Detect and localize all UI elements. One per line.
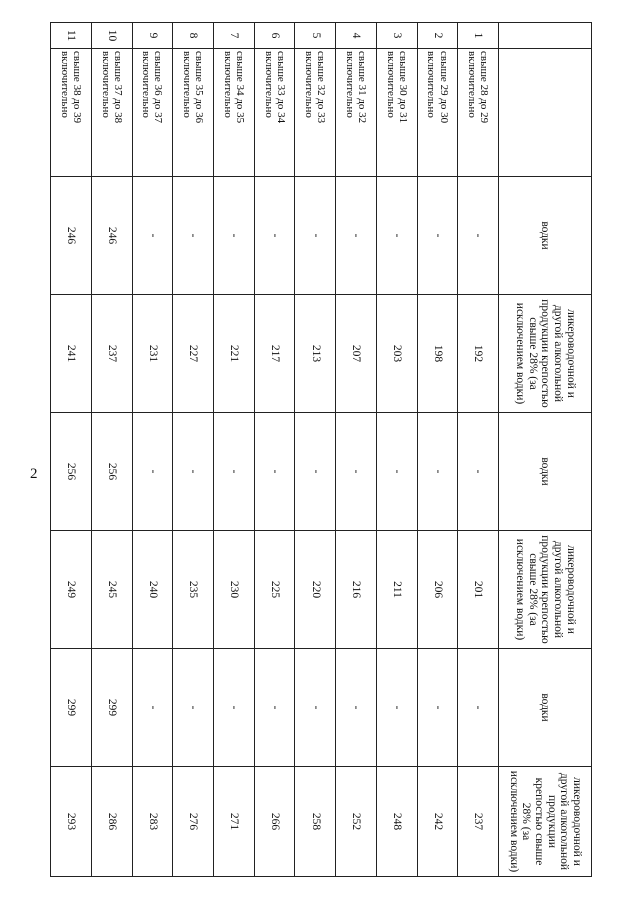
vodka-value: - — [132, 413, 173, 531]
vodka-value: - — [336, 177, 377, 295]
vodka-value: 256 — [51, 413, 92, 531]
table-row — [213, 23, 254, 877]
liqueur-value: 217 — [254, 295, 295, 413]
liqueur-value: 213 — [295, 295, 336, 413]
row-range: свыше 29 до 30 включительно — [417, 49, 458, 177]
row-range: свыше 28 до 29 включительно — [458, 49, 499, 177]
table-row — [132, 23, 173, 877]
header-vodka-3: водки — [499, 649, 592, 767]
row-number: 10 — [91, 23, 132, 49]
liqueur-value: 231 — [132, 295, 173, 413]
vodka-value: - — [295, 177, 336, 295]
vodka-value: - — [173, 177, 214, 295]
header-num-cell — [499, 23, 592, 49]
vodka-value: - — [458, 177, 499, 295]
vodka-value: - — [213, 413, 254, 531]
vodka-value: - — [417, 413, 458, 531]
liqueur-value: 207 — [336, 295, 377, 413]
table-row — [91, 23, 132, 877]
liqueur-value: 237 — [91, 295, 132, 413]
table-row — [417, 23, 458, 877]
header-liqueur-1: ликероводочной и другой алкогольной продукции крепостью свыше 28% (за исключением водки) — [499, 295, 592, 413]
row-range: свыше 33 до 34 включительно — [254, 49, 295, 177]
row-range: свыше 34 до 35 включительно — [213, 49, 254, 177]
row-number: 1 — [458, 23, 499, 49]
page-number: 2 — [30, 466, 38, 482]
row-range: свыше 35 до 36 включительно — [173, 49, 214, 177]
liqueur-value: 245 — [91, 531, 132, 649]
liqueur-value: 221 — [213, 295, 254, 413]
liqueur-value: 192 — [458, 295, 499, 413]
vodka-value: - — [295, 413, 336, 531]
row-number: 6 — [254, 23, 295, 49]
row-number: 3 — [376, 23, 417, 49]
liqueur-value: 235 — [173, 531, 214, 649]
vodka-value: - — [458, 649, 499, 767]
header-liqueur-2: ликероводочной и другой алкогольной продукции крепостью свыше 28% (за исключением водки) — [499, 531, 592, 649]
row-range: свыше 36 до 37 включительно — [132, 49, 173, 177]
liqueur-value: 203 — [376, 295, 417, 413]
vodka-value: - — [376, 413, 417, 531]
liqueur-value: 220 — [295, 531, 336, 649]
vodka-value: - — [254, 413, 295, 531]
vodka-value: - — [213, 649, 254, 767]
liqueur-value: 211 — [376, 531, 417, 649]
vodka-value: - — [173, 413, 214, 531]
vodka-value: - — [213, 177, 254, 295]
liqueur-value: 286 — [91, 767, 132, 877]
vodka-value: - — [417, 649, 458, 767]
row-number: 4 — [336, 23, 377, 49]
row-number: 9 — [132, 23, 173, 49]
row-range: свыше 38 до 39 включительно — [51, 49, 92, 177]
liqueur-value: 230 — [213, 531, 254, 649]
vodka-value: - — [132, 177, 173, 295]
row-range: свыше 37 до 38 включительно — [91, 49, 132, 177]
vodka-value: - — [132, 649, 173, 767]
table-body — [51, 23, 499, 877]
table-row — [295, 23, 336, 877]
table-row — [254, 23, 295, 877]
liqueur-value: 258 — [295, 767, 336, 877]
liqueur-value: 201 — [458, 531, 499, 649]
row-number: 5 — [295, 23, 336, 49]
vodka-value: - — [173, 649, 214, 767]
vodka-value: 246 — [91, 177, 132, 295]
table-row — [458, 23, 499, 877]
vodka-value: 299 — [91, 649, 132, 767]
liqueur-value: 241 — [51, 295, 92, 413]
vodka-value: 246 — [51, 177, 92, 295]
rotated-table-wrapper — [50, 22, 592, 876]
liqueur-value: 240 — [132, 531, 173, 649]
vodka-value: - — [376, 649, 417, 767]
liqueur-value: 293 — [51, 767, 92, 877]
liqueur-value: 227 — [173, 295, 214, 413]
liqueur-value: 266 — [254, 767, 295, 877]
liqueur-value: 276 — [173, 767, 214, 877]
header-range-cell — [499, 49, 592, 177]
vodka-value: 256 — [91, 413, 132, 531]
row-number: 8 — [173, 23, 214, 49]
table-row — [173, 23, 214, 877]
liqueur-value: 242 — [417, 767, 458, 877]
row-number: 2 — [417, 23, 458, 49]
liqueur-value: 216 — [336, 531, 377, 649]
liqueur-value: 198 — [417, 295, 458, 413]
header-liqueur-3: ликероводочной и другой алкогольной продукции крепостью свыше 28% (за исключением водки) — [499, 767, 592, 877]
liqueur-value: 206 — [417, 531, 458, 649]
vodka-value: - — [376, 177, 417, 295]
vodka-value: - — [458, 413, 499, 531]
row-range: свыше 32 до 33 включительно — [295, 49, 336, 177]
vodka-value: - — [336, 649, 377, 767]
vodka-value: - — [254, 177, 295, 295]
header-row — [499, 23, 592, 877]
liqueur-value: 248 — [376, 767, 417, 877]
table-row — [336, 23, 377, 877]
liqueur-value: 249 — [51, 531, 92, 649]
price-table — [50, 22, 592, 877]
vodka-value: - — [295, 649, 336, 767]
liqueur-value: 252 — [336, 767, 377, 877]
vodka-value: - — [417, 177, 458, 295]
vodka-value: 299 — [51, 649, 92, 767]
table-row — [376, 23, 417, 877]
row-range: свыше 30 до 31 включительно — [376, 49, 417, 177]
liqueur-value: 283 — [132, 767, 173, 877]
table-row — [51, 23, 92, 877]
row-number: 7 — [213, 23, 254, 49]
header-vodka-1: водки — [499, 177, 592, 295]
row-range: свыше 31 до 32 включительно — [336, 49, 377, 177]
liqueur-value: 237 — [458, 767, 499, 877]
vodka-value: - — [254, 649, 295, 767]
vodka-value: - — [336, 413, 377, 531]
row-number: 11 — [51, 23, 92, 49]
liqueur-value: 271 — [213, 767, 254, 877]
liqueur-value: 225 — [254, 531, 295, 649]
header-vodka-2: водки — [499, 413, 592, 531]
